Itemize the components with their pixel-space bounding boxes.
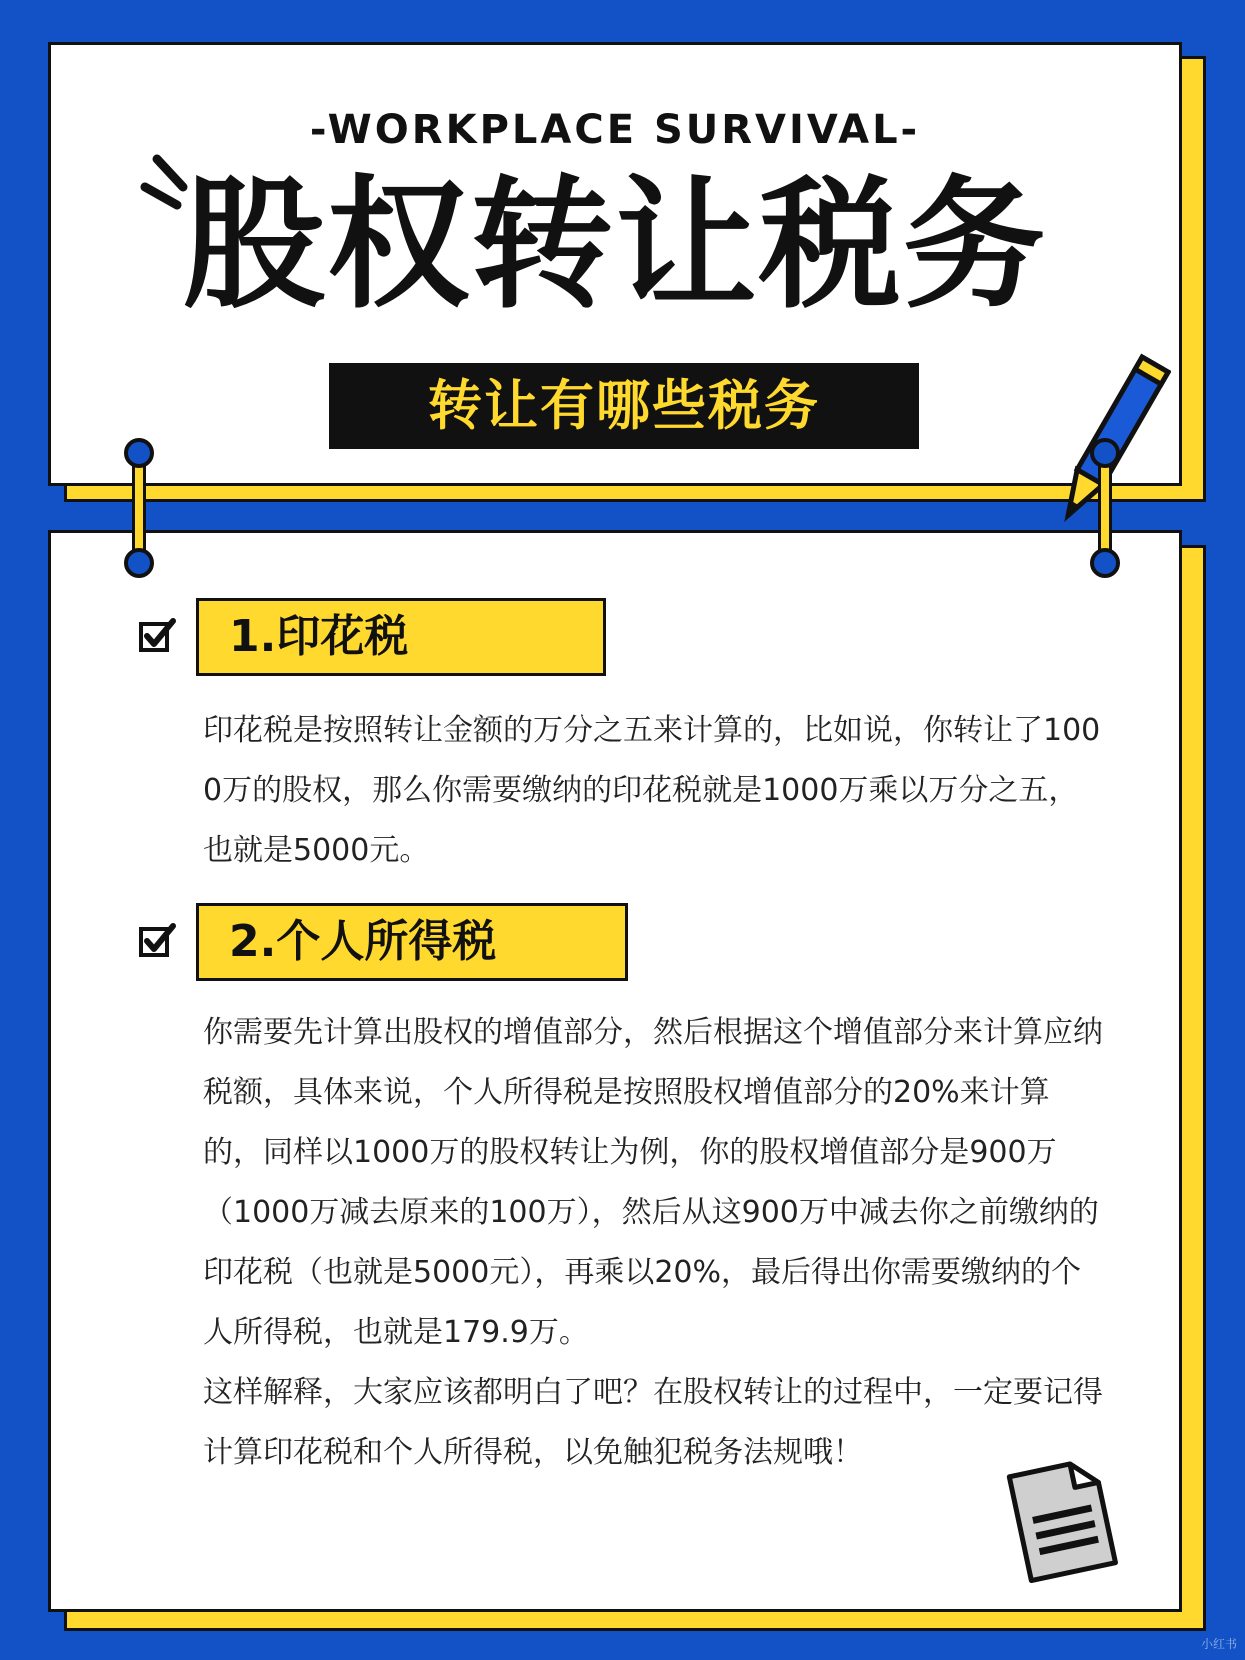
section-body: 印花税是按照转让金额的万分之五来计算的，比如说，你转让了1000万的股权，那么你需要缴纳的印花税就是1000万乘以万分之五，也就是5000元。 [203,713,1101,868]
ring-dot-right-bottom [1090,548,1120,578]
eyebrow-text: -WORKPLACE SURVIVAL- [309,107,921,153]
check-icon [139,923,177,957]
page-title: 股权转让税务 [183,163,1047,328]
header-card [48,42,1182,486]
section-body: 你需要先计算出股权的增值部分，然后根据这个增值部分来计算应纳税额，具体来说，个人所得税是按照股权增值部分的20%来计算的，同样以1000万的股权转让为例，你的股权增值部分是900万（1000万减去原来的100万），然后从这900万中减去你之前缴纳的印花税（也就是5000元），再乘以20%，最后得出你需要缴纳的个人所得税，也就是179.9万。 [203,1015,1103,1350]
subtitle-banner: 转让有哪些税务 [329,363,919,449]
section-heading: 2.个人所得税 [196,903,628,981]
document-icon [1001,1453,1121,1583]
closing-text: 这样解释，大家应该都明白了吧？在股权转让的过程中，一定要记得计算印花税和个人所得税，以免触犯税务法规哦！ [203,1375,1103,1470]
watermark: 小红书 [1200,1637,1237,1651]
content-card [48,530,1182,1612]
check-icon [139,618,177,652]
ring-dot-left-bottom [124,548,154,578]
ring-dot-right-top [1090,438,1120,468]
section-heading: 1.印花税 [196,598,606,676]
ring-dot-left-top [124,438,154,468]
